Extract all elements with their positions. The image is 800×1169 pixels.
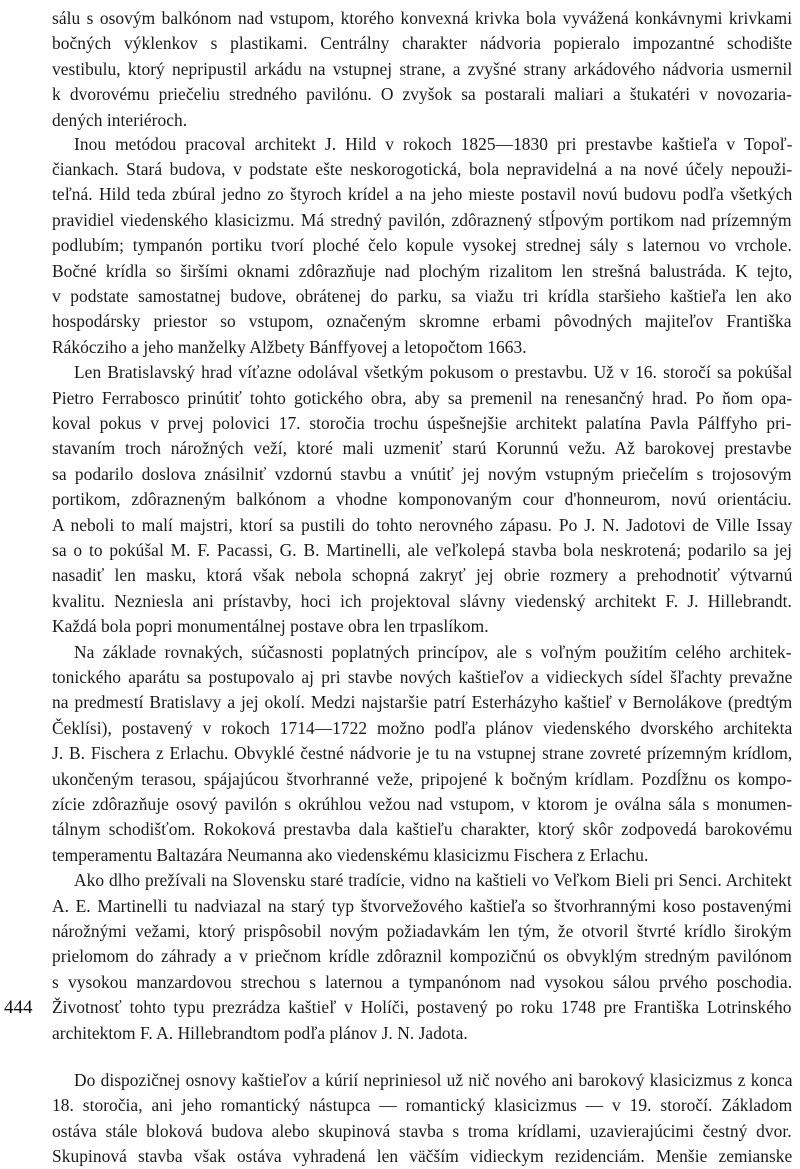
text-line: hospodársky priestor so vstupom, označeným skromne erbami pôvodných majiteľov Františka <box>52 311 792 332</box>
text-line: zície zdôrazňuje osový pavilón s okrúhlou vežou nad vstupom, v ktorom je oválna sála s monumen- <box>52 794 793 814</box>
text-line: J. B. Fischera z Erlachu. Obvyklé čestné nádvorie je tu na vstupnej strane zovreté prízemným krídlom, <box>52 743 793 764</box>
text-line: nasadiť len masku, ktorá však nebola schopná zakryť jej obrie rozmery a prehodnotiť výtvarnú <box>52 565 793 586</box>
text-line: tálnym schodišťom. Rokoková prestavba dala kaštieľu charakter, ktorý skôr zodpovedá barokovému <box>52 819 793 840</box>
paragraph-start: Inou metódou pracoval architekt J. Hild v rokoch 1825—1830 pri prestavbe kaštieľa v Topoľ- <box>74 133 793 154</box>
text-line: pravidiel viedenského klasicizmu. Má stredný pavilón, zdôraznený stĺpovým portikom nad prízemným <box>52 209 792 230</box>
text-line: stavaním troch nárožných veží, ktoré mali uzmeniť starú Korunnú vežu. Až barokovej prestavbe <box>52 438 792 459</box>
text-line: teľná. Hild teda zbúral jedno zo štyroch krídel a na jeho mieste postavil novú budovu podľa všetkých <box>52 184 793 205</box>
page-number: 444 <box>4 997 33 1018</box>
text-line: sálu s osovým balkónom nad vstupom, ktorého konvexná krivka bola vyvážená konkávnymi krivkami <box>52 8 793 28</box>
text-line: vestibulu, ktorý nepripustil arkádu na vstupnej strane, a zvyšné strany arkádového nádvoria usmernil <box>52 58 793 79</box>
paragraph-start: Na základe rovnakých, súčasnosti poplatných princípov, ale s voľným použitím celého architek- <box>74 641 792 662</box>
text-line: Každá bola popri monumentálnej postave obra len trpaslíkom. <box>52 616 489 637</box>
text-line: temperamentu Baltazára Neumanna ako viedenskému klasicizmu Fischera z Erlachu. <box>52 844 649 865</box>
text-line: v podstate samostatnej budove, obrátenej do parku, sa viažu tri krídla staršieho kaštieľa len ako <box>52 286 792 306</box>
text-line: sa o to pokúšal M. F. Pacassi, G. B. Martinelli, ale veľkolepá stavba bola neskrotená; podarilo sa jej <box>52 540 792 560</box>
text-line: bočných výklenkov s plastikami. Centrálny charakter nádvoria popieralo impozantné schodište <box>52 33 793 54</box>
text-line: 18. storočia, ani jeho romantický nástupca — romantický klasicizmus — v 19. storočí. Základom <box>52 1095 793 1116</box>
text-line: k dvorovému priečeliu stredného pavilónu. O zvyšok sa postarali maliari a štukatéri v novozaria- <box>52 84 792 105</box>
paragraph-start: Do dispozičnej osnovy kaštieľov a kúrií nepriniesol už nič nového ani barokový klasicizmus z konca <box>74 1070 793 1090</box>
text-line: kvalitu. Nezniesla ani prístavby, hoci ich projektoval slávny viedenský architekt F. J. Hillebrandt. <box>52 590 792 611</box>
text-line: ukončeným terasou, spájajúcou štvorhranné veže, pripojené k bočným krídlam. Pozdĺžnu os kompo- <box>52 768 792 789</box>
text-line: na predmestí Bratislavy a jej okolí. Medzi najstaršie patrí Esterházyho kaštieľ v Bernolákove (predtým <box>52 692 793 713</box>
text-line: portikom, zdôrazneným balkónom a vhodne komponovaným cour d'honneurom, novú orientáciu. <box>52 489 792 510</box>
text-line: ostáva stále bloková budova alebo skupinová stavba s troma krídlami, uzavierajúcimi čestný dvor. <box>52 1120 792 1141</box>
text-line: Čeklísi), postavený v rokoch 1714—1722 možno podľa plánov viedenského dvorského architekta <box>52 717 793 738</box>
text-line: Skupinová stavba však ostáva vyhradená len väčším vidieckym rezidenciám. Menšie zemianske <box>52 1146 793 1167</box>
text-line: sa podarilo doslova znásilniť vzdornú stavbu a vnútiť jej novým vstupným priečelím s trojosovým <box>52 463 792 484</box>
text-line: Bočné krídla so širšími oknami zdôrazňuje nad plochým rizalitom len strešná balustráda. K tejto, <box>52 260 793 281</box>
text-line: dených interiéroch. <box>52 109 188 130</box>
text-line: A neboli to malí majstri, ktorí sa pustili do tohto nerovného zápasu. Po J. N. Jadotovi de Ville Issay <box>52 514 793 535</box>
text-line: Pietro Ferrabosco prinútiť tohto gotického obra, aby sa premenil na renesančný hrad. Po ňom opa- <box>52 387 793 408</box>
text-line: prielomom do záhrady a v priečnom krídle zdôraznil kompozičnú os obvyklým stredným pavilónom <box>52 946 792 967</box>
paragraph-start: Ako dlho prežívali na Slovensku staré tradície, vidno na kaštieli vo Veľkom Bieli pri Senci. Architekt <box>74 870 792 891</box>
text-line: architektom F. A. Hillebrandtom podľa plánov J. N. Jadota. <box>52 1022 468 1043</box>
text-line: A. E. Martinelli tu nadviazal na starý typ štvorvežového kaštieľa so štvorhrannými koso postavenými <box>52 895 792 916</box>
text-line: Rákócziho a jeho manželky Alžbety Bánffyovej a letopočtom 1663. <box>52 336 527 357</box>
text-line: tonického aparátu sa postupovalo aj pri stavbe nových kaštieľov a vidieckych sídel šľachty prevažne <box>52 667 793 687</box>
text-line: nárožnými vežami, ktorý prispôsobil novým požiadavkám len tým, že otvoril štvrté krídlo širokým <box>52 921 792 941</box>
text-line: čiankach. Stará budova, v podstate ešte neskorogotická, bola nepravidelná a na nové účely nepouži- <box>52 159 793 179</box>
paragraph-start: Len Bratislavský hrad víťazne odolával všetkým pokusom o prestavbu. Už v 16. storočí sa pokúšal <box>74 362 793 383</box>
text-line: Životnosť tohto typu prezrádza kaštieľ v Holíči, postavený po roku 1748 pre Františka Lotrinského <box>52 997 792 1018</box>
text-line: koval pokus v prvej polovici 17. storočia trochu úspešnejšie architekt palatína Pavla Pálffyho pri- <box>52 413 792 433</box>
text-line: podlubím; tympanón portiku tvorí ploché čelo kopule vysokej strednej sály s laternou vo vrchole. <box>52 235 792 256</box>
text-line: s vysokou manzardovou strechou s laternou a tympanónom nad vysokou sálou prvého poschodia. <box>52 971 793 992</box>
